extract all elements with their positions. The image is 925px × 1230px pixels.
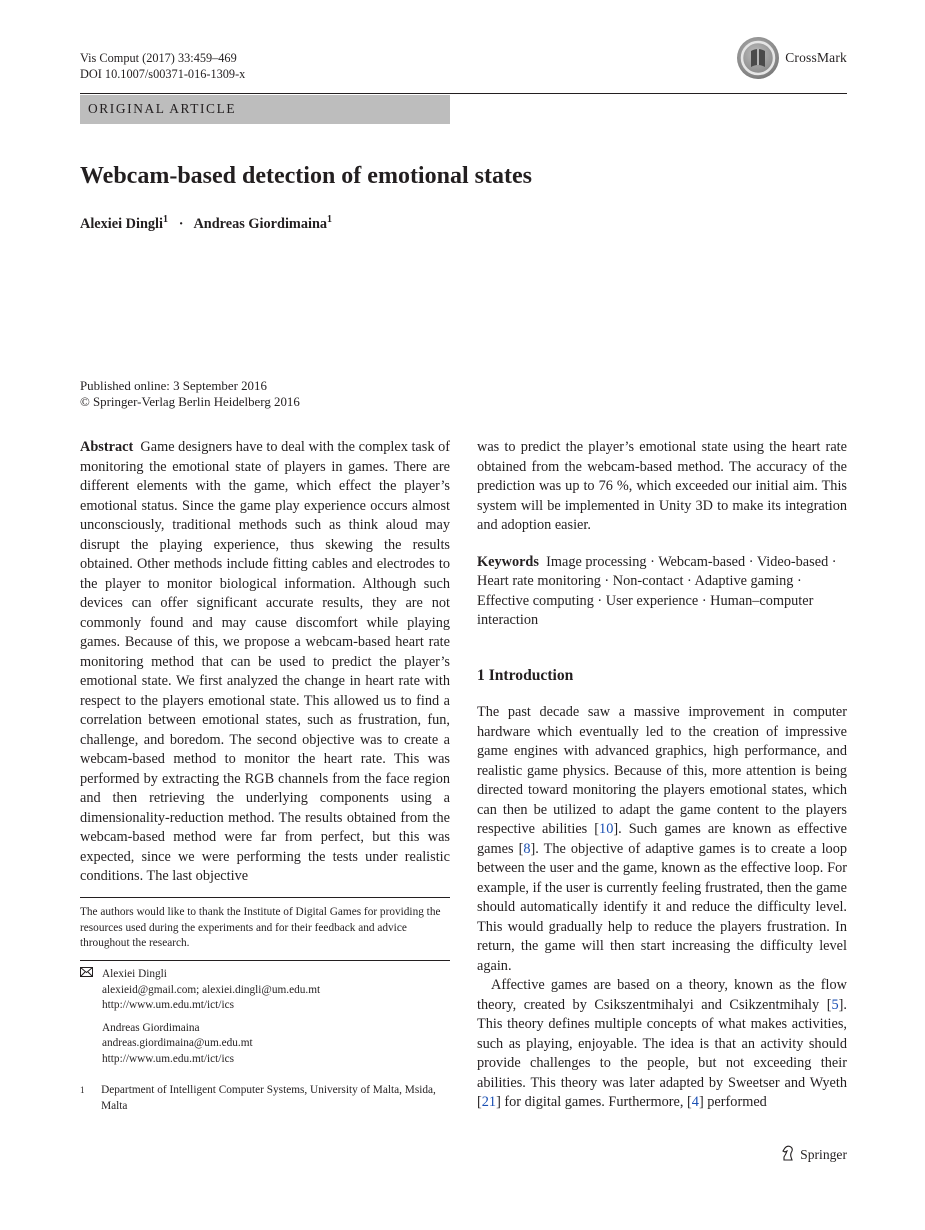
publisher-name: Springer	[800, 1147, 847, 1162]
contact-entry	[80, 967, 450, 1014]
abstract	[80, 438, 450, 887]
envelope-icon	[80, 967, 102, 1014]
author-name: Alexiei Dingli	[80, 215, 163, 232]
journal-header	[80, 50, 245, 82]
paper-title: Webcam-based detection of emotional states	[80, 163, 532, 189]
keywords-label: Keywords	[477, 553, 539, 570]
header-rule	[80, 93, 847, 94]
crossmark-icon	[737, 37, 779, 79]
article-type: ORIGINAL ARTICLE	[88, 101, 237, 116]
article-type-bar	[80, 95, 450, 124]
abstract-text: Game designers have to deal with the complex task of monitoring the emotional state of players in games. There are different elements with the game, which effect the player’s emotional status. Since the game play experience occurs almost unconsciously, traditional methods such as think aloud may disrupt the playing experience, thus skewing the results obtained. Other methods include fitting cables and electrodes to the player to monitor biological information. Although such devices can offer significant accurate results, they are not commonly found and may cause discomfort while playing games. Because of this, we propose a webcam-based heart rate monitoring method that can be used to predict the player’s emotional state. We first analyzed the change in heart rate with respect to the players emotional state. This allowed us to find a correlation between emotional states, such as frustration, fun, challenge, and boredom. The second objective was to create a webcam-based method to monitor the heart rate. This was performed by extracting the RGB channels from the face region and then retrieving the underlying components using a dimensionality-reduction method. The results obtained from the webcam-based method were far from perfect, but this was expected, since we were performing the tests under realistic conditions. The last objective	[80, 439, 450, 884]
author-affil-mark: 1	[327, 214, 333, 225]
keywords	[477, 553, 847, 631]
keywords-text: Image processing · Webcam-based · Video-based · Heart rate monitoring · Non-contact · Adaptive gaming · Effective computing · User experience · Human–computer interaction	[477, 553, 837, 628]
footnote-rule	[80, 897, 450, 898]
contact-name: Alexiei Dingli	[102, 968, 167, 980]
citation-link[interactable]: 8	[523, 840, 531, 857]
published-date: Published online: 3 September 2016	[80, 379, 267, 393]
contact-entry	[80, 1021, 450, 1068]
right-column	[477, 438, 847, 1113]
author-affil-mark: 1	[163, 214, 168, 225]
contact-url[interactable]: http://www.um.edu.mt/ict/ics	[102, 999, 234, 1012]
citation-link[interactable]: 4	[691, 1094, 699, 1110]
citation-link[interactable]: 21	[481, 1094, 497, 1110]
corresponding-contacts	[80, 967, 450, 1068]
abstract-continuation: was to predict the player’s emotional state using the heart rate obtained from the webcam-based method. The accuracy of the prediction was up to 76 %, which exceeded our initial aim. This system will be implemented in Unity 3D to make its integration and adoption easier.	[477, 439, 847, 533]
contact-email[interactable]: alexieid@gmail.com; alexiei.dingli@um.edu.mt	[102, 983, 321, 996]
section-heading: 1 Introduction	[477, 666, 574, 684]
affiliation	[80, 1083, 450, 1114]
crossmark-label: CrossMark	[785, 50, 847, 65]
left-column	[80, 438, 450, 887]
citation-link[interactable]: 10	[599, 821, 614, 837]
crossmark-badge[interactable]	[737, 37, 847, 79]
chess-knight-icon	[781, 1145, 795, 1165]
publication-info	[80, 378, 300, 410]
contact-rule	[80, 960, 450, 961]
author-name: Andreas Giordimaina	[193, 215, 328, 232]
abstract-label: Abstract	[80, 439, 134, 455]
affiliation-number: 1	[80, 1085, 85, 1095]
contact-email[interactable]: andreas.giordimaina@um.edu.mt	[102, 1037, 253, 1050]
citation-link[interactable]: 5	[831, 996, 839, 1013]
publisher-logo	[781, 1145, 847, 1165]
intro-paragraph-2: Affective games are based on a theory, known as the flow theory, created by Csikszentmihalyi and Csikzentmihaly [5]. This theory defines multiple concepts of what makes activities, such as playing, enjoyable. The idea is that an activity should provide challenges to the people, but not exceeding their abilities. This theory was later adapted by Sweetser and Wyeth [21] for digital games. Furthermore, [4] performed	[477, 977, 847, 1110]
doi[interactable]: DOI 10.1007/s00371-016-1309-x	[80, 67, 246, 81]
author-separator: ·	[178, 215, 184, 232]
author-list	[80, 214, 332, 233]
journal-citation: Vis Comput (2017) 33:459–469	[80, 51, 237, 65]
intro-paragraph-1: The past decade saw a massive improvement in computer hardware which eventually led to the creation of impressive game engines with advanced graphics, high performance, and realistic game physics. Because of this, more attention is being directed toward monitoring the players emotional states, which can then be utilized to adapt the game content to the players respective abilities [10]. Such games are known as effective games [8]. The objective of adaptive games is to create a loop between the user and the game, known as the effective loop. For example, if the user is currently feeling frustrated, then the game should automatically identify it and reduce the difficulty level. This would gradually help to reduce the players frustration. In return, the game will then start increasing the difficulty level again.	[477, 704, 848, 974]
contact-url[interactable]: http://www.um.edu.mt/ict/ics	[102, 1052, 234, 1065]
affiliation-text: Department of Intelligent Computer Systems, University of Malta, Msida, Malta	[101, 1084, 436, 1112]
copyright: © Springer-Verlag Berlin Heidelberg 2016	[80, 395, 300, 409]
acknowledgement-footnote: The authors would like to thank the Institute of Digital Games for providing the resources used during the experiments and for their feedback and advice throughout the research.	[80, 906, 441, 950]
contact-name: Andreas Giordimaina	[102, 1021, 200, 1034]
